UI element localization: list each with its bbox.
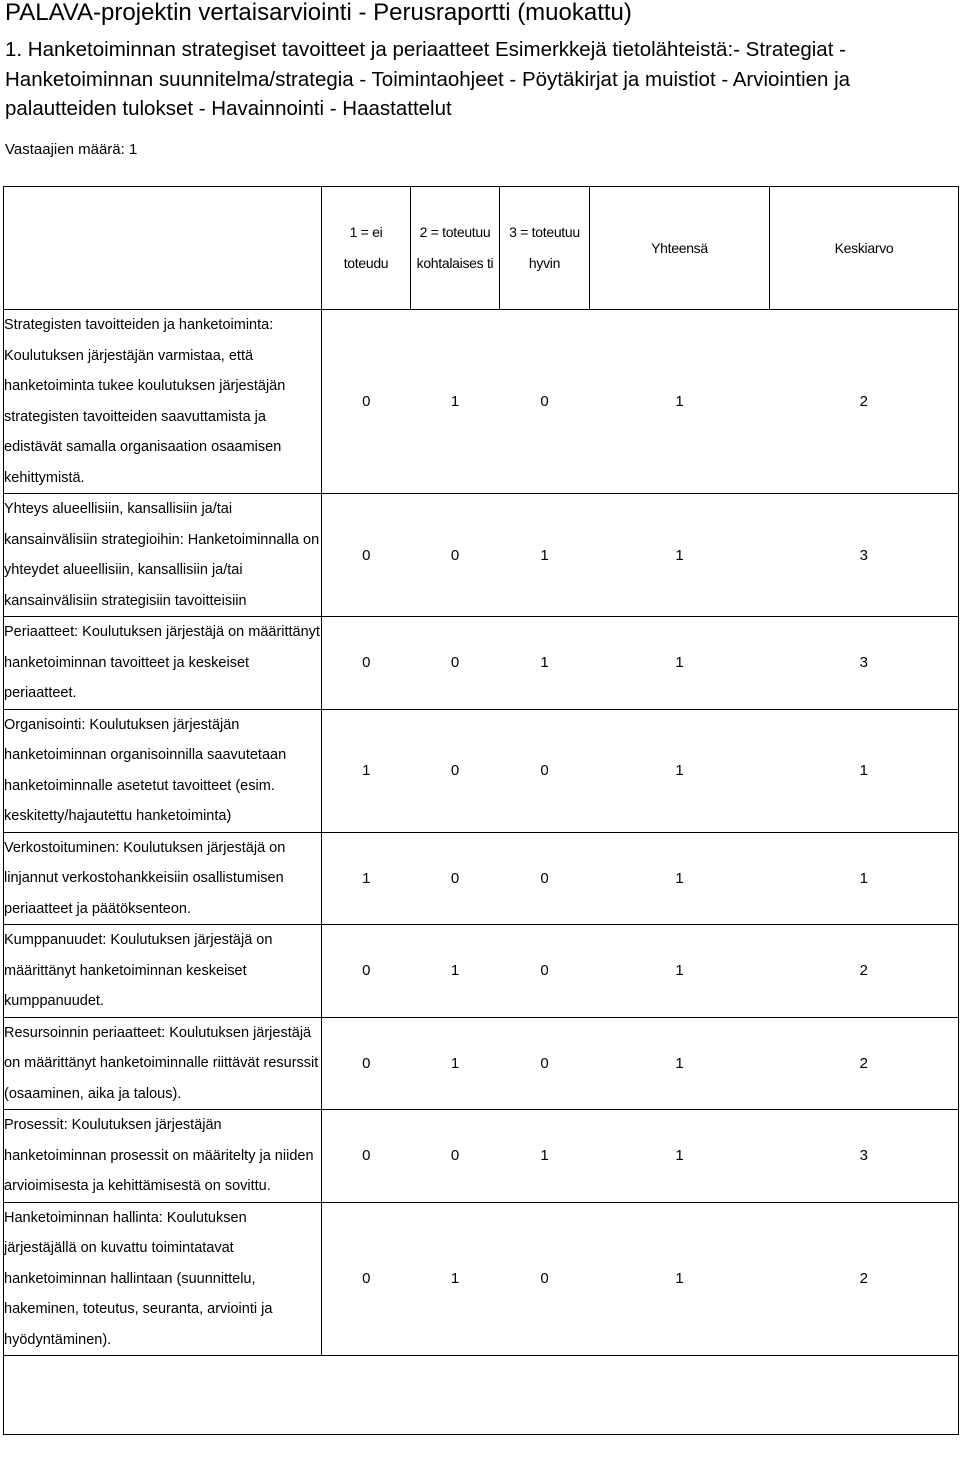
count-not-realized: 0 <box>322 617 411 710</box>
table-body <box>4 310 959 1435</box>
table-row <box>4 1202 959 1356</box>
table-row <box>4 925 959 1018</box>
row-average: 3 <box>770 1110 959 1203</box>
table-row <box>4 1017 959 1110</box>
header-not-realized-text: 1 = ei toteudu <box>343 224 389 271</box>
count-well-realized: 0 <box>500 1017 590 1110</box>
header-moderately-realized-text: 2 = toteutuu kohtalaises ti <box>416 224 494 271</box>
count-well-realized: 1 <box>500 1110 590 1203</box>
count-moderately-realized: 0 <box>411 1110 500 1203</box>
count-not-realized: 0 <box>322 1017 411 1110</box>
row-total: 1 <box>590 1017 770 1110</box>
report-title: PALAVA-projektin vertaisarviointi - Perusraportti (muokattu) <box>5 0 632 26</box>
header-total-text: Yhteensä <box>651 239 708 256</box>
empty-cell <box>590 1356 770 1435</box>
empty-cell <box>411 1356 500 1435</box>
count-well-realized: 0 <box>500 925 590 1018</box>
header-total <box>590 187 770 310</box>
row-total: 1 <box>590 925 770 1018</box>
row-average: 3 <box>770 617 959 710</box>
section-heading: 1. Hanketoiminnan strategiset tavoitteet ja periaatteet Esimerkkejä tietolähteistä:- Strategiat - Hanketoiminnan suunnitelma/strategia - Toimintaohjeet - Pöytäkirjat ja muistiot - Arviointien ja palautteiden tulokset - Havainnointi - Haastattelut <box>5 38 851 120</box>
count-not-realized: 1 <box>322 832 411 925</box>
count-well-realized: 0 <box>500 1202 590 1356</box>
row-total: 1 <box>590 494 770 617</box>
count-not-realized: 0 <box>322 310 411 494</box>
count-not-realized: 0 <box>322 494 411 617</box>
row-statement: Organisointi: Koulutuksen järjestäjän hanketoiminnan organisoinnilla saavutetaan hanketoiminnalle asetetut tavoitteet (esim. keskitetty/hajautettu hanketoiminta) <box>4 709 322 832</box>
header-average <box>770 187 959 310</box>
evaluation-table <box>3 186 959 1435</box>
row-statement: Hanketoiminnan hallinta: Koulutuksen järjestäjällä on kuvattu toimintatavat hanketoiminnan hallintaan (suunnittelu, hakeminen, toteutus, seuranta, arviointi ja hyödyntäminen). <box>4 1202 322 1356</box>
table-row <box>4 832 959 925</box>
header-moderately-realized <box>411 187 500 310</box>
row-total: 1 <box>590 832 770 925</box>
row-statement: Kumppanuudet: Koulutuksen järjestäjä on määrittänyt hanketoiminnan keskeiset kumppanuudet. <box>4 925 322 1018</box>
row-average: 2 <box>770 1202 959 1356</box>
count-moderately-realized: 1 <box>411 925 500 1018</box>
row-average: 1 <box>770 832 959 925</box>
row-average: 3 <box>770 494 959 617</box>
row-average: 2 <box>770 1017 959 1110</box>
count-moderately-realized: 0 <box>411 709 500 832</box>
row-total: 1 <box>590 709 770 832</box>
header-average-text: Keskiarvo <box>834 239 894 256</box>
count-well-realized: 0 <box>500 709 590 832</box>
count-moderately-realized: 1 <box>411 310 500 494</box>
count-well-realized: 1 <box>500 617 590 710</box>
header-blank-cell <box>4 187 322 310</box>
row-total: 1 <box>590 617 770 710</box>
header-not-realized <box>322 187 411 310</box>
row-statement: Prosessit: Koulutuksen järjestäjän hanketoiminnan prosessit on määritelty ja niiden arvioimisesta ja kehittämisestä on sovittu. <box>4 1110 322 1203</box>
row-statement: Verkostoituminen: Koulutuksen järjestäjä on linjannut verkostohankkeisiin osallistumisen periaatteet ja päätöksenteon. <box>4 832 322 925</box>
header-well-realized-text: 3 = toteutuu hyvin <box>509 224 580 271</box>
count-moderately-realized: 0 <box>411 832 500 925</box>
row-statement: Strategisten tavoitteiden ja hanketoiminta: Koulutuksen järjestäjän varmistaa, että hanketoiminta tukee koulutuksen järjestäjän strategisten tavoitteiden saavuttamista ja edistävät samalla organisaation osaamisen kehittymistä. <box>4 310 322 494</box>
count-not-realized: 1 <box>322 709 411 832</box>
count-not-realized: 0 <box>322 925 411 1018</box>
row-statement: Periaatteet: Koulutuksen järjestäjä on määrittänyt hanketoiminnan tavoitteet ja keskeiset periaatteet. <box>4 617 322 710</box>
row-statement: Yhteys alueellisiin, kansallisiin ja/tai kansainvälisiin strategioihin: Hanketoiminnalla on yhteydet alueellisiin, kansallisiin ja/tai kansainvälisiin strategisiin tavoitteisiin <box>4 494 322 617</box>
row-average: 1 <box>770 709 959 832</box>
empty-cell <box>322 1356 411 1435</box>
count-moderately-realized: 1 <box>411 1017 500 1110</box>
row-average: 2 <box>770 310 959 494</box>
count-moderately-realized: 1 <box>411 1202 500 1356</box>
empty-cell <box>4 1356 322 1435</box>
table-header-row <box>4 187 959 310</box>
table-row <box>4 494 959 617</box>
count-well-realized: 0 <box>500 832 590 925</box>
row-statement: Resursoinnin periaatteet: Koulutuksen järjestäjä on määrittänyt hanketoiminnalle riittävät resurssit (osaaminen, aika ja talous). <box>4 1017 322 1110</box>
empty-footer-row <box>4 1356 959 1435</box>
respondent-count: Vastaajien määrä: 1 <box>5 141 138 158</box>
count-well-realized: 0 <box>500 310 590 494</box>
count-moderately-realized: 0 <box>411 494 500 617</box>
empty-cell <box>500 1356 590 1435</box>
count-not-realized: 0 <box>322 1110 411 1203</box>
row-total: 1 <box>590 310 770 494</box>
row-total: 1 <box>590 1110 770 1203</box>
table-row <box>4 617 959 710</box>
table-row <box>4 1110 959 1203</box>
count-moderately-realized: 0 <box>411 617 500 710</box>
empty-cell <box>770 1356 959 1435</box>
count-not-realized: 0 <box>322 1202 411 1356</box>
table-row <box>4 709 959 832</box>
table-row <box>4 310 959 494</box>
row-average: 2 <box>770 925 959 1018</box>
row-total: 1 <box>590 1202 770 1356</box>
header-well-realized <box>500 187 590 310</box>
count-well-realized: 1 <box>500 494 590 617</box>
